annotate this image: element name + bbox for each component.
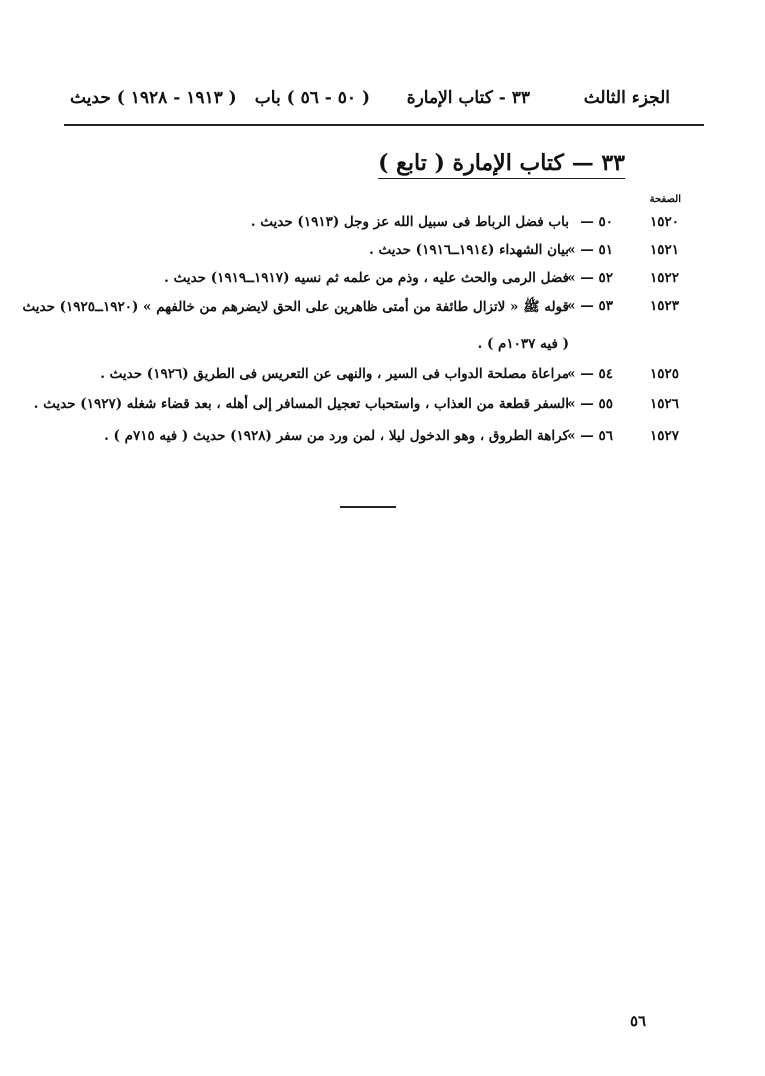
entry-number: ٥٢ — » bbox=[567, 270, 613, 286]
entry-number: ٥١ — » bbox=[567, 242, 613, 258]
entry-number: ٥٠ — bbox=[580, 214, 613, 230]
header-volume: الجزء الثالث bbox=[583, 88, 670, 108]
header-hadith-range: ( ١٩١٣ - ١٩٢٨ ) حديث bbox=[70, 88, 237, 108]
list-item bbox=[0, 270, 765, 296]
entry-page: ١٥٢٠ bbox=[649, 214, 679, 230]
entry-number: ٥٣ — » bbox=[567, 298, 613, 314]
header-book: ٣٣ - كتاب الإمارة bbox=[406, 88, 530, 108]
entry-number: ٥٤ — » bbox=[567, 366, 613, 382]
page-column-label: الصفحة bbox=[649, 194, 681, 205]
entry-number: ٥٦ — » bbox=[567, 428, 613, 444]
entry-page: ١٥٢٥ bbox=[649, 366, 679, 382]
entry-number: ٥٥ — » bbox=[567, 396, 613, 412]
entry-page: ١٥٢٣ bbox=[649, 298, 679, 314]
entry-text: كراهة الطروق ، وهو الدخول ليلا ، لمن ورد من سفر (١٩٢٨) حديث ( فيه ٧١٥م ) . bbox=[104, 428, 569, 444]
entry-text: مراعاة مصلحة الدواب فى السير ، والنهى عن التعريس فى الطريق (١٩٢٦) حديث . bbox=[100, 366, 569, 382]
entry-page: ١٥٢٦ bbox=[649, 396, 679, 412]
entry-text: فضل الرمى والحث عليه ، وذم من علمه ثم نسيه (١٩١٧ــ١٩١٩) حديث . bbox=[164, 270, 569, 286]
entry-text: قوله ﷺ « لاتزال طائفة من أمتى ظاهرين على الحق لايضرهم من خالفهم » (١٩٢٠ــ١٩٢٥) حديث bbox=[22, 299, 569, 315]
page-number: ٥٦ bbox=[630, 1012, 647, 1030]
section-end-rule bbox=[340, 506, 396, 508]
list-item bbox=[0, 298, 765, 324]
header-chapter-range: ( ٥٠ - ٥٦ ) باب bbox=[254, 88, 370, 108]
entry-page: ١٥٢٧ bbox=[649, 428, 679, 444]
list-item bbox=[0, 396, 765, 422]
header-rule bbox=[64, 124, 704, 126]
entry-text: باب فضل الرباط فى سبيل الله عز وجل (١٩١٣) حديث . bbox=[250, 214, 569, 230]
list-item bbox=[0, 366, 765, 392]
entry-text: بيان الشهداء (١٩١٤ــ١٩١٦) حديث . bbox=[369, 242, 569, 258]
entry-text-continuation: ( فيه ١٠٣٧م ) . bbox=[477, 336, 569, 352]
list-item bbox=[0, 428, 765, 454]
running-header bbox=[70, 88, 670, 120]
entry-page: ١٥٢٢ bbox=[649, 270, 679, 286]
section-title: ٣٣ — كتاب الإمارة ( تابع ) bbox=[378, 150, 625, 179]
list-item bbox=[0, 242, 765, 268]
list-item bbox=[0, 214, 765, 240]
list-item-continuation bbox=[0, 336, 765, 362]
entry-text: السفر قطعة من العذاب ، واستحباب تعجيل المسافر إلى أهله ، بعد قضاء شغله (١٩٢٧) حديث . bbox=[33, 396, 569, 412]
entry-page: ١٥٢١ bbox=[649, 242, 679, 258]
